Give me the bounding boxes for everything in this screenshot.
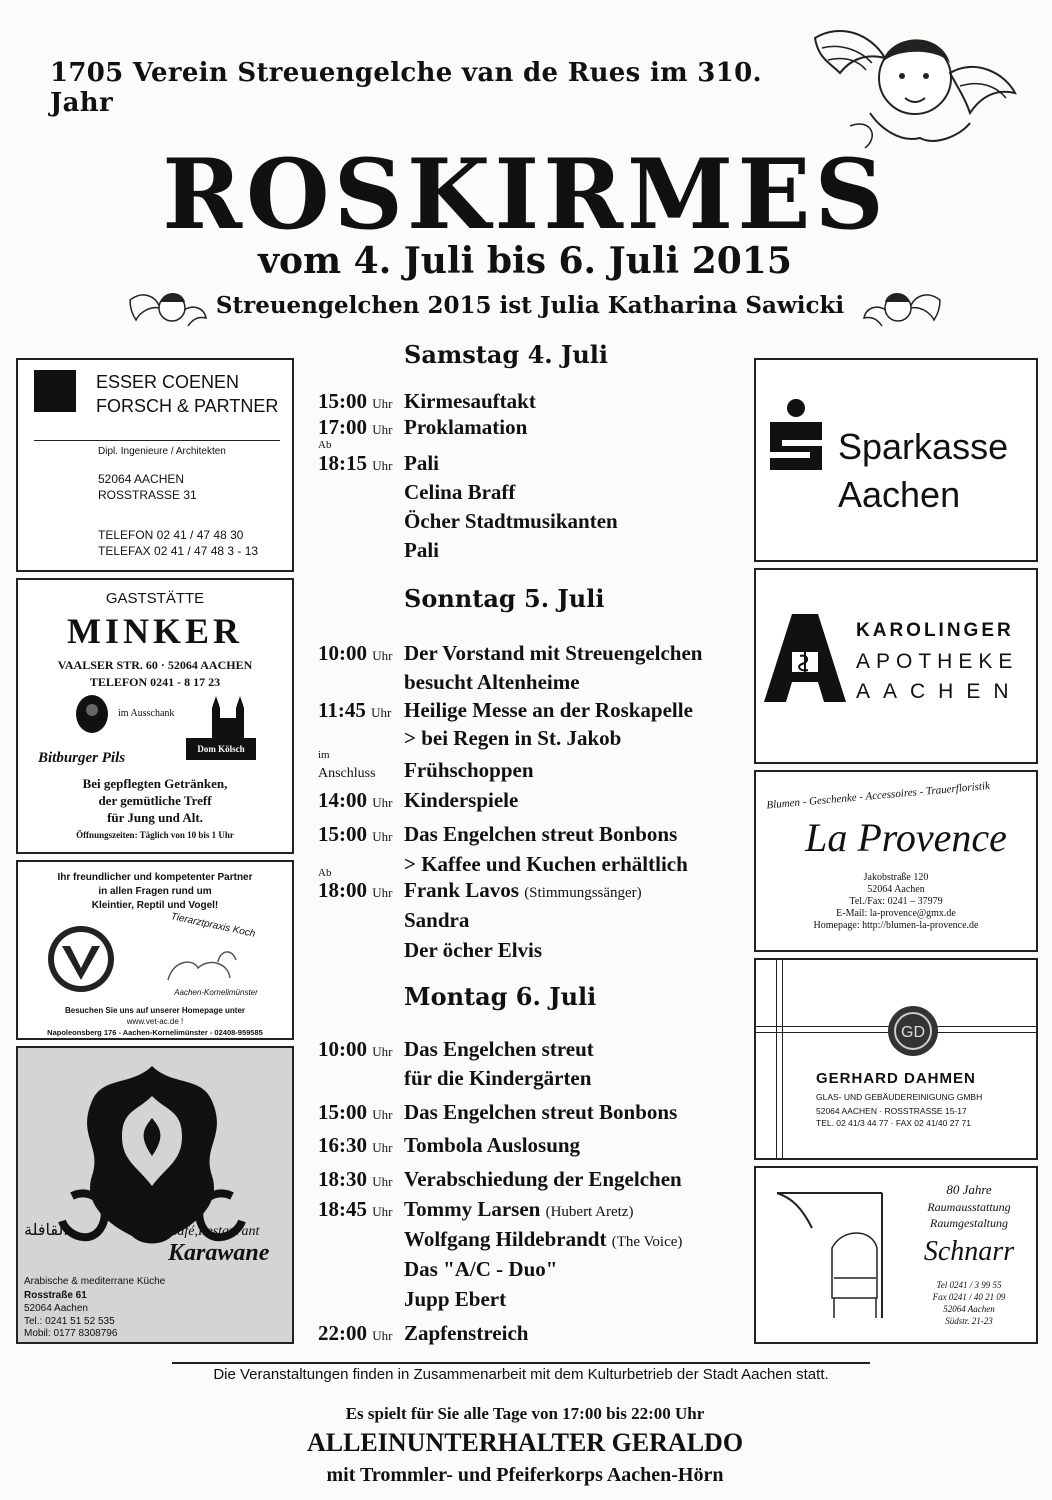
ad-street: Jakobstraße 120 [863,872,929,883]
cathedral-icon [204,694,252,738]
angel-illustration [810,18,1020,158]
ad-street: ROSSTRASSE 31 [98,488,197,502]
ad-name: La Provence [805,815,1007,860]
ad-name-line1: ESSER COENEN [96,372,240,392]
ad-line-1: Ihr freundlicher und kompetenter Partner [57,872,253,883]
ad-karawane [16,1046,294,1344]
ad-services: Blumen - Geschenke - Accessoires - Trauerfloristik [765,779,991,812]
ad-years: 80 Jahre [946,1182,992,1197]
ad-slogan-3: für Jung und Alt. [107,810,203,825]
ad-address: 52064 AACHEN [98,472,185,486]
ad-name-line3: AACHEN [856,680,1022,703]
ad-ausschank: im Ausschank [118,708,175,719]
day-heading: Montag 6. Juli [404,982,597,1011]
ad-email[interactable]: E-Mail: la-provence@gmx.de [836,908,956,919]
time-prefix: Ab [318,439,332,451]
ad-line-2: Raumgestaltung [930,1216,1008,1230]
ad-kitchen: Arabische & mediterrane Küche [24,1276,166,1287]
ad-mobile: Mobil: 0177 8308796 [24,1328,118,1339]
ad-phone: TELEFON 0241 - 8 17 23 [89,675,221,689]
ad-street: Rosstraße 61 [24,1290,87,1301]
animals-sketch-icon [158,940,248,990]
ad-address: 52064 AACHEN · ROSSTRASSE 15-17 [816,1106,967,1116]
ad-street: Südstr. 21-23 [945,1316,993,1326]
ad-slogan-2: der gemütliche Treff [98,793,212,808]
footer-note: Die Veranstaltungen finden in Zusammenarbeit mit dem Kulturbetrieb der Stadt Aachen statt. [213,1366,829,1383]
small-angel-left-icon [128,286,208,332]
ad-name: Schnarr [923,1236,1015,1267]
ad-fax: Fax 0241 / 40 21 09 [932,1292,1006,1302]
apotheke-a-logo-icon [762,610,848,706]
ad-esser-coenen [16,358,294,572]
time-prefix: im [318,749,330,761]
ad-website: www.vet-ac.de ! [126,1017,184,1026]
streuengelchen-announcement: Streuengelchen 2015 ist Julia Katharina Sawicki [215,292,845,319]
vet-place: Aachen-Kornelimünster [174,988,258,997]
ad-name: Karawane [168,1240,270,1266]
ad-address: VAALSER STR. 60 · 52064 AACHEN [57,658,253,672]
ad-gerhard-dahmen [754,958,1038,1160]
event-dates: vom 4. Juli bis 6. Juli 2015 [258,240,792,282]
ad-phone: Tel.: 0241 51 52 535 [24,1316,115,1327]
ad-gaststaette-minker [16,578,294,854]
ad-hours: Öffnungszeiten: Täglich von 10 bis 1 Uhr [76,830,234,840]
ad-city: 52064 Aachen [943,1304,995,1314]
footer-line-3: mit Trommler- und Pfeiferkorps Aachen-Hörn [326,1464,724,1486]
time-prefix: Ab [318,867,332,879]
footer-line-2: ALLEINUNTERHALTER GERALDO [306,1428,744,1457]
ad-slogan-1: Bei gepflegten Getränken, [82,776,228,791]
page-title: ROSKIRMES [162,138,888,251]
ad-visit: Besuchen Sie uns auf unserer Homepage unter [64,1006,246,1015]
ad-kind: GASTSTÄTTE [105,590,205,607]
ad-karolinger-apotheke [754,568,1038,764]
ad-phone: Tel 0241 / 3 99 55 [936,1280,1002,1290]
ad-name-line1: KAROLINGER [856,620,1014,641]
vet-name: Tierarztpraxis Koch [169,911,257,940]
ad-homepage[interactable]: Homepage: http://blumen-la-provence.de [813,920,979,931]
vet-logo-icon [46,924,116,994]
ad-name-line2: APOTHEKE [856,650,1019,673]
ad-line-2: in allen Fragen rund um [98,886,212,897]
day-heading: Sonntag 5. Juli [404,584,605,613]
ad-address: Napoleonsberg 176 - Aachen-Kornelimünster - 02408-959585 [47,1028,263,1037]
sparkasse-logo-icon [764,398,828,478]
ad-phone: TEL. 02 41/3 44 77 · FAX 02 41/40 27 71 [816,1118,972,1128]
ad-cafe: Café,Restaurant [168,1224,260,1239]
ad-city: 52064 Aachen [867,884,925,895]
ad-fax: TELEFAX 02 41 / 47 48 3 - 13 [98,544,259,558]
ad-tierarztpraxis-koch [16,860,294,1040]
gd-logo-icon [886,1004,940,1058]
ad-line-1: Raumausstattung [927,1200,1011,1214]
divider [34,440,280,441]
ad-phone: Tel./Fax: 0241 – 37979 [849,896,943,907]
ad-city: 52064 Aachen [24,1303,88,1314]
ad-name: GERHARD DAHMEN [816,1070,976,1087]
divider [782,960,783,1158]
bitburger-seal-icon [72,694,112,734]
ad-la-provence [754,770,1038,952]
ad-name-line2: FORSCH & PARTNER [96,396,279,416]
ad-line-3: Kleintier, Reptil und Vogel! [91,900,219,911]
divider [776,960,777,1158]
logo-square [34,370,76,412]
svg-text:GD: GD [901,1024,925,1041]
day-heading: Samstag 4. Juli [404,340,609,369]
small-angel-right-icon [862,286,942,332]
society-line: 1705 Verein Streuengelche van de Rues im 310. Jahr [50,58,762,118]
ad-name-line1: Sparkasse [838,426,1009,467]
ad-phone: TELEFON 02 41 / 47 48 30 [98,528,244,542]
ad-name-line2: Aachen [838,474,961,515]
ad-sparkasse [754,358,1038,562]
arabic-name: القافلة [24,1222,68,1239]
beer-brand-1: Bitburger Pils [38,750,126,766]
beer-brand-2: Dom Kölsch [186,738,256,760]
ad-name: MINKER [67,611,243,651]
armchair-sketch-icon [772,1188,892,1328]
footer-divider [172,1362,870,1364]
footer-line-1: Es spielt für Sie alle Tage von 17:00 bis 22:00 Uhr [345,1404,705,1423]
ad-schnarr [754,1166,1038,1344]
ad-subtitle: Dipl. Ingenieure / Architekten [98,446,226,457]
ad-subtitle: GLAS- UND GEBÄUDEREINIGUNG GMBH [816,1092,983,1102]
